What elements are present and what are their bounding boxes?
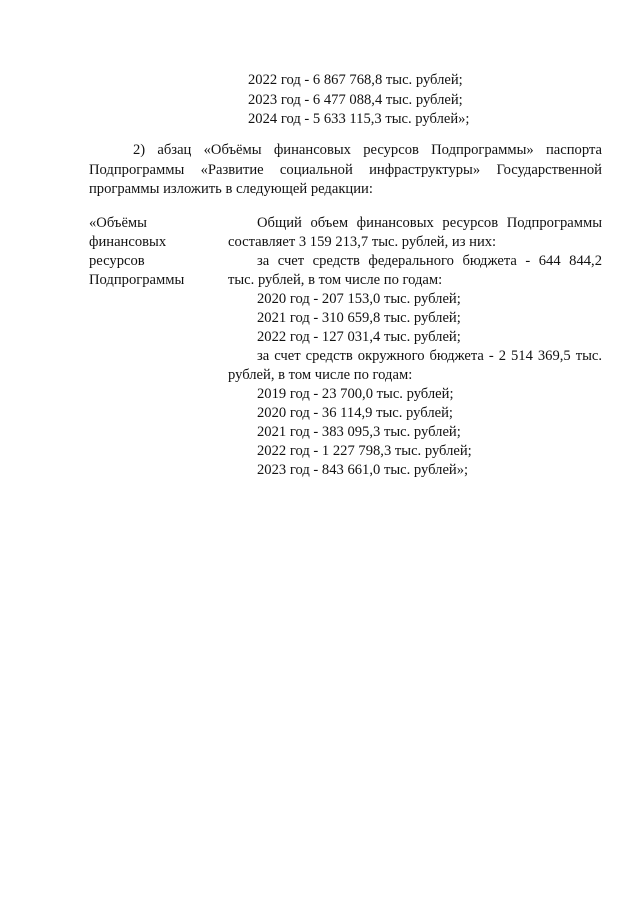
left-label-line-3: ресурсов xyxy=(89,253,145,269)
left-label-line-4: Подпрограммы xyxy=(89,272,185,288)
district-year-2023: 2023 год - 843 661,0 тыс. рублей»; xyxy=(257,462,469,478)
federal-line-2: тыс. рублей, в том числе по годам: xyxy=(228,272,443,288)
federal-year-2021: 2021 год - 310 659,8 тыс. рублей; xyxy=(257,310,461,326)
paragraph-line-3: программы изложить в следующей редакции: xyxy=(89,181,373,197)
district-year-2019: 2019 год - 23 700,0 тыс. рублей; xyxy=(257,386,454,402)
paragraph-line-2: Подпрограммы «Развитие социальной инфраструктуры» Государственной xyxy=(89,162,602,178)
top-year-2024: 2024 год - 5 633 115,3 тыс. рублей»; xyxy=(248,111,470,127)
federal-year-2020: 2020 год - 207 153,0 тыс. рублей; xyxy=(257,291,461,307)
left-label-line-2: финансовых xyxy=(89,234,167,250)
district-line-2: рублей, в том числе по годам: xyxy=(228,367,413,383)
district-line-1: за счет средств окружного бюджета - 2 514 369,5 тыс. xyxy=(257,348,602,364)
district-year-2021: 2021 год - 383 095,3 тыс. рублей; xyxy=(257,424,461,440)
paragraph-line-1: 2) абзац «Объёмы финансовых ресурсов Подпрограммы» паспорта xyxy=(133,142,602,158)
top-year-2023: 2023 год - 6 477 088,4 тыс. рублей; xyxy=(248,92,463,108)
federal-line-1: за счет средств федерального бюджета - 644 844,2 xyxy=(257,253,602,269)
federal-year-2022: 2022 год - 127 031,4 тыс. рублей; xyxy=(257,329,461,345)
total-line-1: Общий объем финансовых ресурсов Подпрограммы xyxy=(257,215,602,231)
district-year-2022: 2022 год - 1 227 798,3 тыс. рублей; xyxy=(257,443,472,459)
district-year-2020: 2020 год - 36 114,9 тыс. рублей; xyxy=(257,405,453,421)
total-line-2: составляет 3 159 213,7 тыс. рублей, из них: xyxy=(228,234,497,250)
left-label-line-1: «Объёмы xyxy=(89,215,147,231)
top-year-2022: 2022 год - 6 867 768,8 тыс. рублей; xyxy=(248,72,463,88)
